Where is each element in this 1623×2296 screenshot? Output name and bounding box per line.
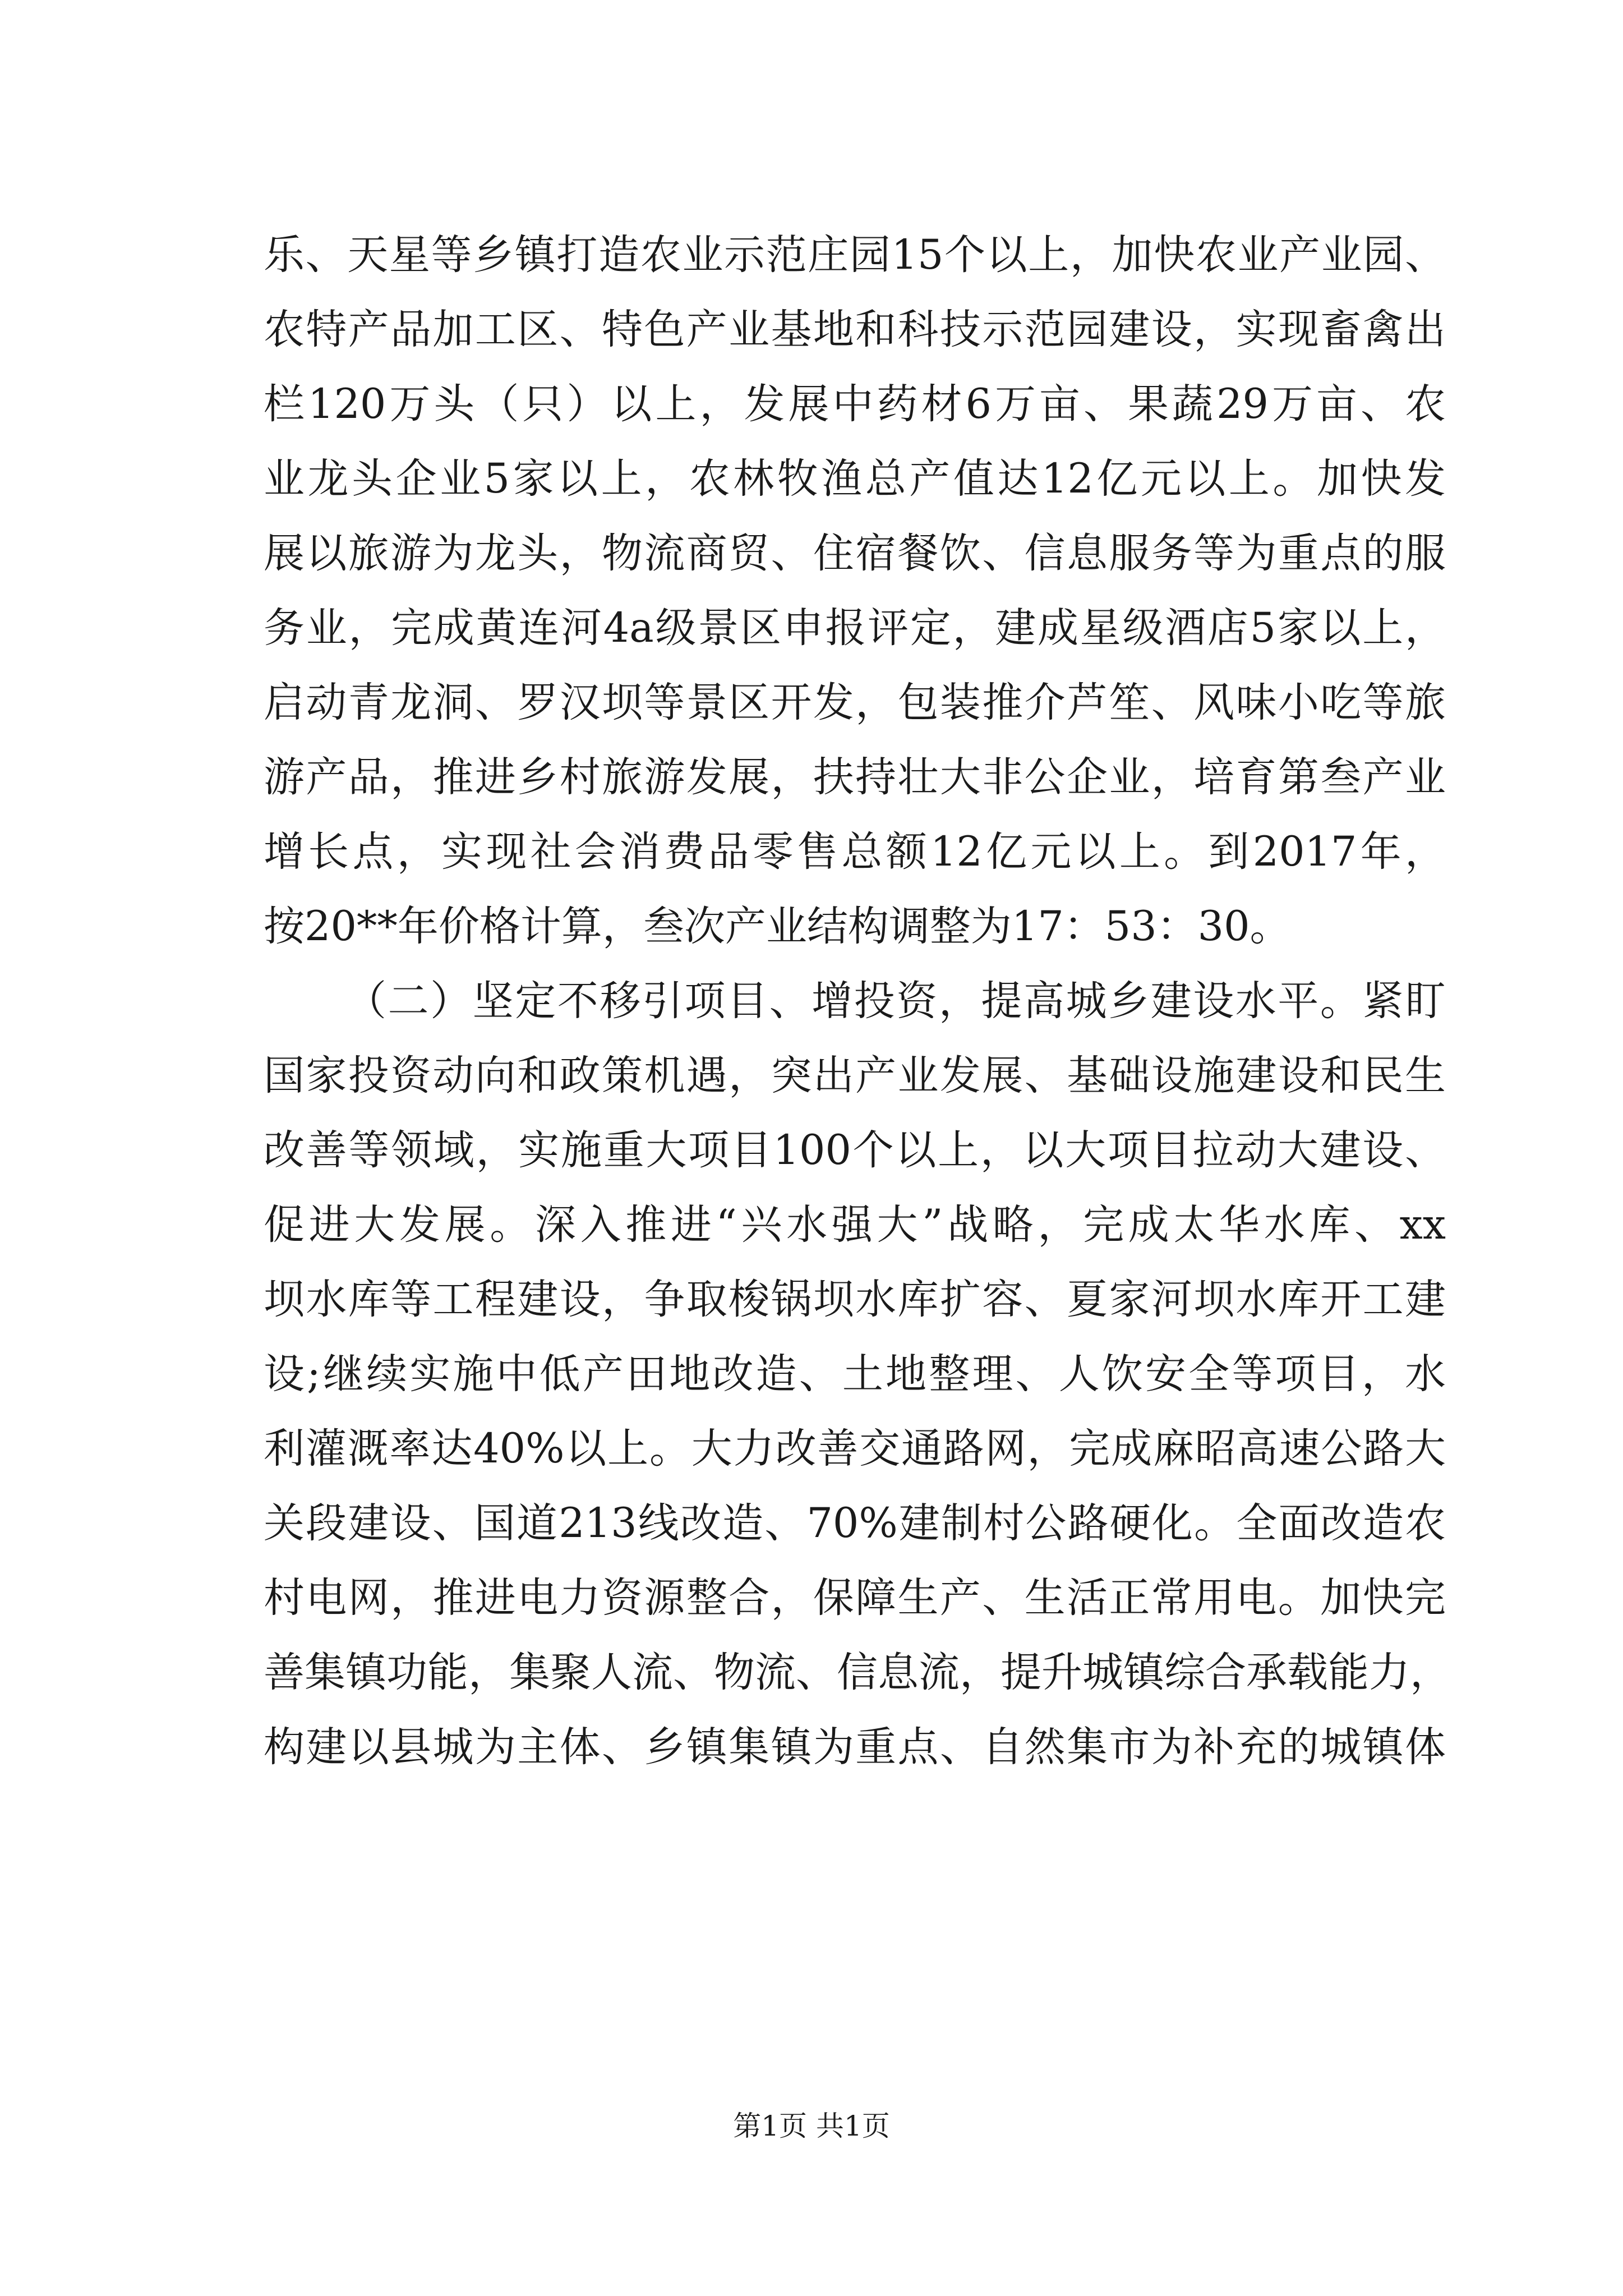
text-line: 游产品，推进乡村旅游发展，扶持壮大非公企业，培育第叁产业 [264, 753, 1446, 801]
text-line: 乐、天星等乡镇打造农业示范庄园15个以上，加快农业产业园、 [264, 231, 1446, 279]
paragraph-end-line: 按20**年价格计算，叁次产业结构调整为17：53：30。 [264, 903, 1291, 950]
text-line: 村电网，推进电力资源整合，保障生产、生活正常用电。加快完 [264, 1574, 1446, 1622]
text-line: 坝水库等工程建设，争取梭锅坝水库扩容、夏家河坝水库开工建 [264, 1276, 1446, 1323]
document-body [264, 218, 1451, 1784]
section-heading-line: （二）坚定不移引项目、增投资，提高城乡建设水平。紧盯 [345, 977, 1446, 1025]
text-line: 构建以县城为主体、乡镇集镇为重点、自然集市为补充的城镇体 [264, 1723, 1446, 1771]
text-line: 改善等领域，实施重大项目100个以上，以大项目拉动大建设、 [264, 1126, 1446, 1174]
text-line: 设;继续实施中低产田地改造、土地整理、人饮安全等项目，水 [264, 1350, 1446, 1398]
page-number-footer: 第1页 共1页 [733, 2110, 890, 2142]
text-line: 促进大发展。深入推进“兴水强大”战略，完成太华水库、xx [264, 1201, 1446, 1249]
text-line: 务业，完成黄连河4a级景区申报评定，建成星级酒店5家以上， [264, 604, 1446, 652]
text-line: 利灌溉率达40%以上。大力改善交通路网，完成麻昭高速公路大 [264, 1425, 1446, 1473]
text-line: 启动青龙洞、罗汉坝等景区开发，包装推介芦笙、风味小吃等旅 [264, 679, 1446, 726]
text-line: 业龙头企业5家以上，农林牧渔总产值达12亿元以上。加快发 [264, 455, 1446, 503]
text-line: 国家投资动向和政策机遇，突出产业发展、基础设施建设和民生 [264, 1052, 1446, 1099]
text-line: 展以旅游为龙头，物流商贸、住宿餐饮、信息服务等为重点的服 [264, 530, 1446, 577]
text-line: 农特产品加工区、特色产业基地和科技示范园建设，实现畜禽出 [264, 306, 1446, 353]
text-line: 栏120万头（只）以上，发展中药材6万亩、果蔬29万亩、农 [264, 380, 1446, 428]
text-line: 关段建设、国道213线改造、70%建制村公路硬化。全面改造农 [264, 1499, 1446, 1547]
text-line: 增长点，实现社会消费品零售总额12亿元以上。到2017年， [264, 828, 1446, 876]
text-line: 善集镇功能，集聚人流、物流、信息流，提升城镇综合承载能力， [264, 1649, 1451, 1696]
